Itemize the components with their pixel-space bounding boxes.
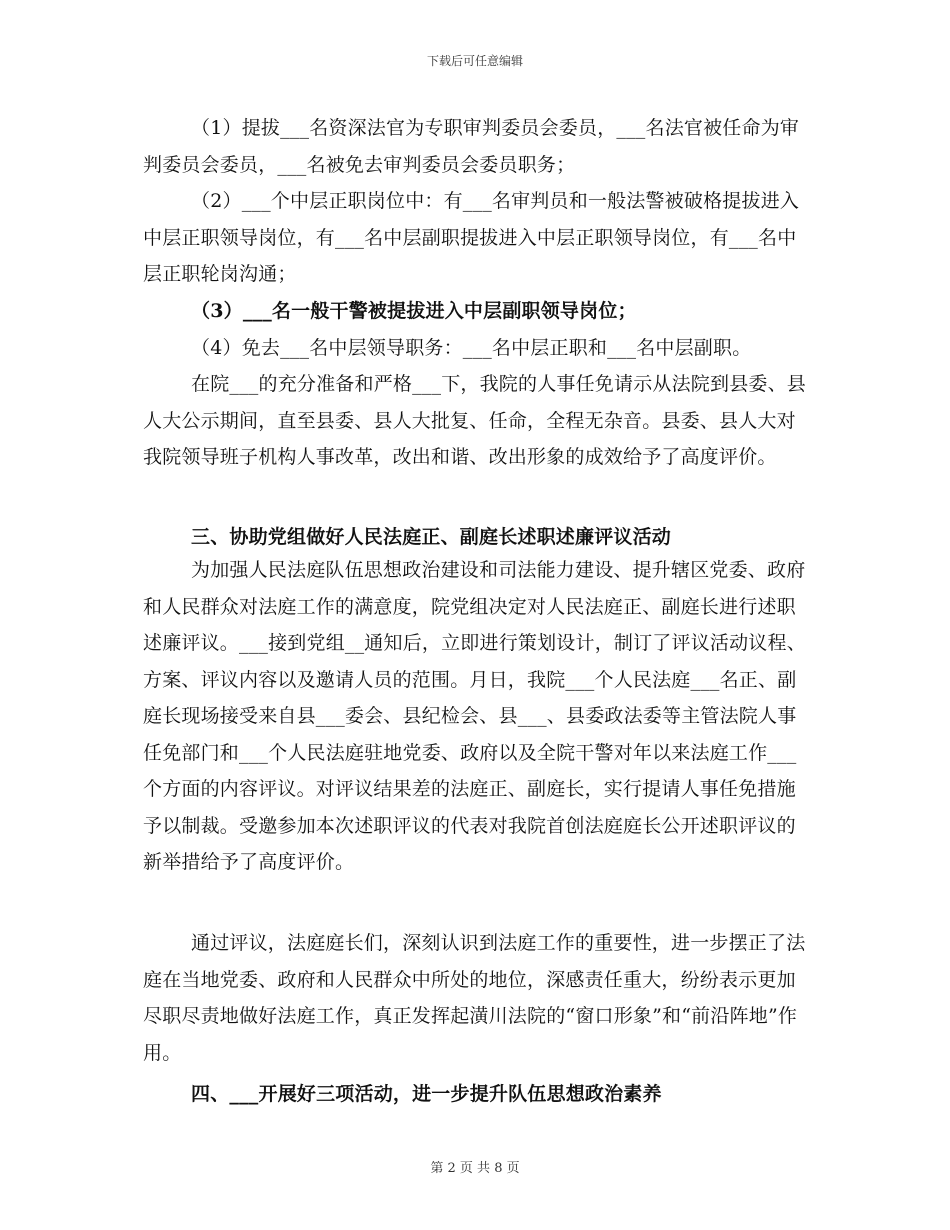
paragraph-item-3: （3）___名一般干警被提拔进入中层副职领导岗位； [191, 300, 637, 322]
paragraph-hr-review: 在院___的充分准备和严格___下，我院的人事任免请示从法院到县委、县人大公示期间，直至县委、县人大批复、任命，全程无杂音。县委、县人大对我院领导班子机构人事改革，改出和谐、改出形象的成效给予了高度评价。 [143, 373, 807, 468]
paragraph-item-4: （4）免去___名中层领导职务：___名中层正职和___名中层副职。 [191, 337, 752, 359]
paragraph-item-2: （2）___个中层正职岗位中：有___名审判员和一般法警被破格提拔进入中层正职领导岗位，有___名中层副职提拔进入中层正职领导岗位，有___名中层正职轮岗沟通； [143, 190, 800, 285]
paragraph-evaluation: 为加强人民法庭队伍思想政治建设和司法能力建设、提升辖区党委、政府和人民群众对法庭工作的满意度，院党组决定对人民法庭正、副庭长进行述职述廉评议。___接到党组__通知后，立即进行策划设计，制订了评议活动议程、方案、评议内容以及邀请人员的范围。月日，我院___个人民法庭___名正、副庭长现场接受来自县___委会、县纪检会、县___、县委政法委等主管法院人事任免部门和___个人民法庭驻地党委、政府以及全院干警对年以来法庭工作___个方面的内容评议。对评议结果差的法庭正、副庭长，实行提请人事任免措施予以制裁。受邀参加本次述职评议的代表对我院首创法庭庭长公开述职评议的新举措给予了高度评价。 [143, 559, 806, 873]
section-heading-3: 三、协助党组做好人民法庭正、副庭长述职述廉评议活动 [191, 526, 672, 548]
paragraph-item-1: （1）提拔___名资深法官为专职审判委员会委员，___名法官被任命为审判委员会委员，___名被免去审判委员会委员职务； [143, 117, 800, 176]
paragraph-outcome: 通过评议，法庭庭长们，深刻认识到法庭工作的重要性，进一步摆正了法庭在当地党委、政府和人民群众中所处的地位，深感责任重大，纷纷表示更加尽职尽责地做好法庭工作，真正发挥起潢川法院的“窗口形象”和“前沿阵地”作用。 [143, 932, 806, 1064]
section-heading-4: 四、___开展好三项活动，进一步提升队伍思想政治素养 [191, 1083, 662, 1105]
header-note: 下载后可任意编辑 [426, 54, 523, 68]
page-counter: 第 2 页 共 8 页 [430, 1161, 520, 1176]
